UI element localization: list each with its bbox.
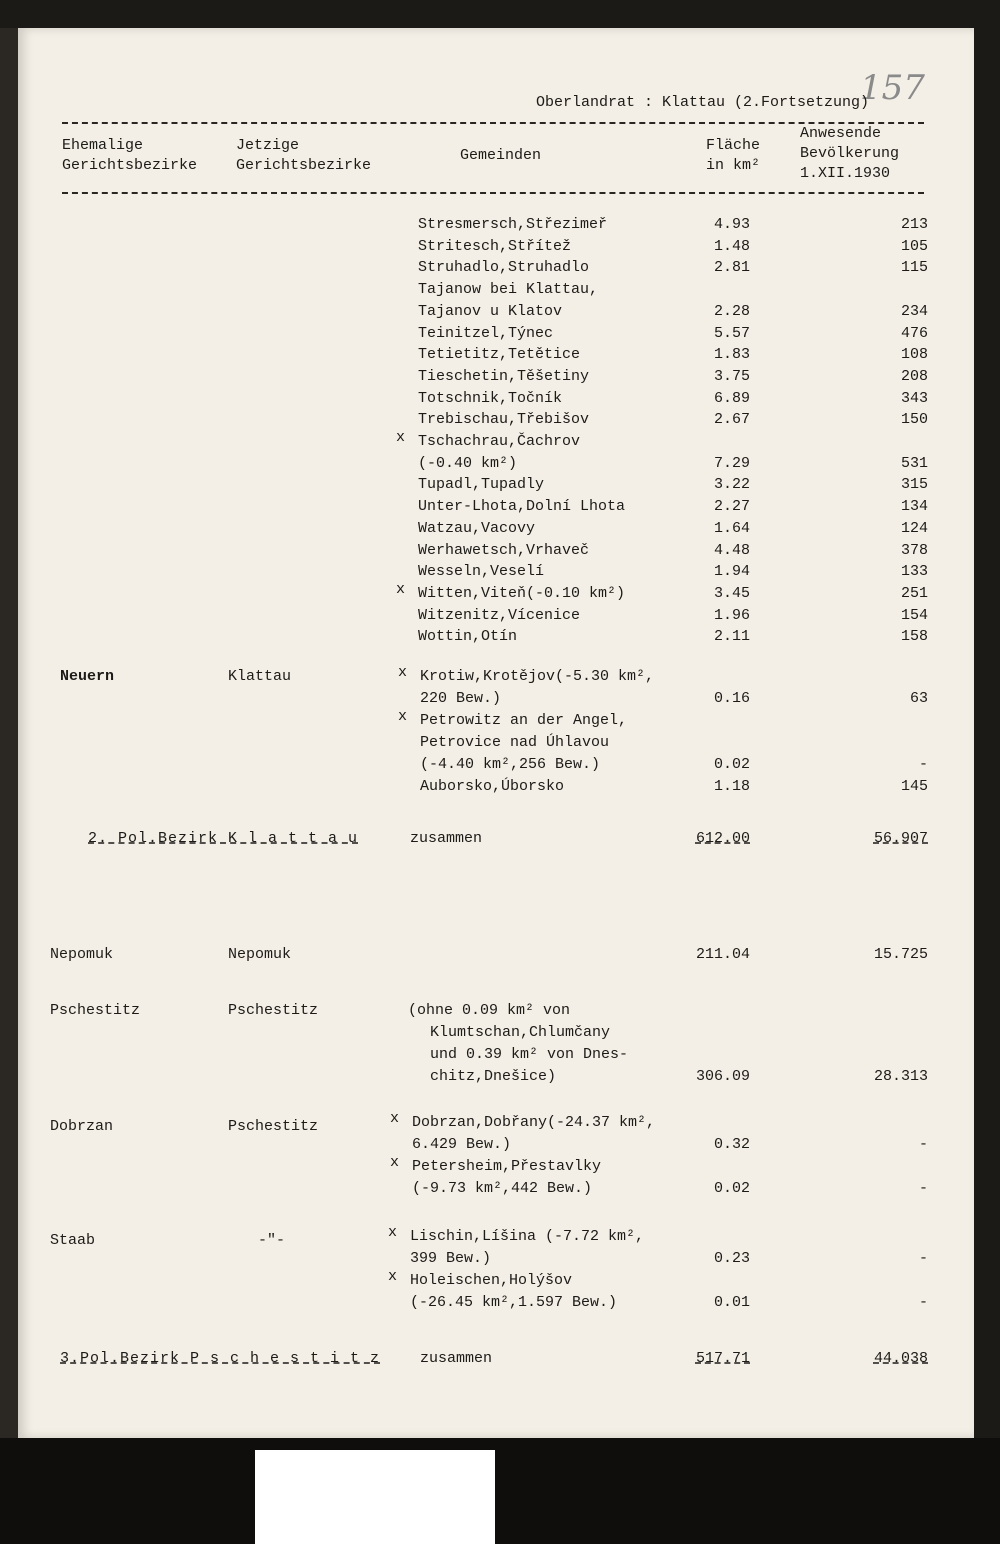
cross-mark: x [388, 1224, 398, 1241]
area-value: 5.57 [713, 324, 750, 342]
municipality-name: Petrovice nad Úhlavou [420, 734, 610, 751]
municipality-name: Holeischen,Holýšov [410, 1272, 573, 1289]
municipality-name: Dobrzan,Dobřany(-24.37 km², [412, 1114, 656, 1131]
population-value: 315 [900, 476, 928, 494]
rule-top [62, 122, 924, 124]
area-value: 2.27 [713, 498, 750, 516]
former-district-staab: Staab [50, 1232, 96, 1249]
area-value: 1.83 [713, 346, 750, 364]
area-value: 6.89 [713, 389, 750, 407]
population-value: - [918, 756, 928, 773]
cross-mark: x [398, 664, 408, 681]
municipality-name: Tajanov u Klatov [418, 302, 563, 320]
municipality-name: Krotiw,Krotějov(-5.30 km², [420, 668, 655, 685]
municipality-name: Lischin,Líšina (-7.72 km², [410, 1228, 645, 1245]
area-value: 0.02 [713, 1180, 750, 1197]
pschestitz-note-1: (ohne 0.09 km² von [408, 1002, 571, 1019]
col-municipalities: Gemeinden [460, 147, 542, 164]
former-district-nepomuk: Nepomuk [50, 946, 114, 963]
area-value: 3.75 [713, 367, 750, 385]
municipality-name: Petersheim,Přestavlky [412, 1158, 602, 1175]
population-value: 63 [909, 690, 928, 707]
population-value: 108 [900, 346, 928, 364]
population-value: 476 [900, 324, 928, 342]
municipality-name: (-9.73 km²,442 Bew.) [412, 1180, 593, 1197]
pschestitz-population: 28.313 [873, 1068, 928, 1085]
population-value: 150 [900, 411, 928, 429]
total-pschestitz-label: 3.Pol.Bezirk P s c h e s t i t z [60, 1350, 381, 1367]
population-value: - [918, 1294, 928, 1311]
area-value: 1.64 [713, 519, 750, 537]
population-value: 531 [900, 454, 928, 472]
population-value: 134 [900, 498, 928, 516]
municipality-name: Petrowitz an der Angel, [420, 712, 628, 729]
area-value: 0.16 [713, 690, 750, 707]
current-district-nepomuk: Nepomuk [228, 946, 292, 963]
pschestitz-area: 306.09 [695, 1068, 750, 1085]
total-klattau-population: 56.907 [873, 830, 928, 847]
municipality-name: 6.429 Bew.) [412, 1136, 512, 1153]
total-klattau-label: 2. Pol.Bezirk K l a t t a u [88, 830, 359, 847]
population-value: 378 [900, 541, 928, 559]
col-population: Anwesende Bevölkerung 1.XII.1930 [800, 125, 900, 182]
cross-mark: x [396, 580, 406, 598]
municipality-name: Stritesch,Střítež [418, 237, 572, 255]
population-value: 145 [900, 778, 928, 795]
page-header: Oberlandrat : Klattau (2.Fortsetzung) [536, 94, 870, 111]
municipality-name: Stresmersch,Střezimeř [418, 216, 608, 233]
area-value: 1.48 [713, 237, 750, 255]
municipality-name: Witzenitz,Vícenice [418, 606, 581, 624]
area-value: 1.94 [713, 563, 750, 581]
population-value: 213 [900, 216, 928, 233]
population-value: - [918, 1250, 928, 1267]
current-district-pschestitz: Pschestitz [228, 1002, 319, 1019]
municipality-name: Unter-Lhota,Dolní Lhota [418, 498, 626, 516]
municipality-name: Tetietitz,Tetětice [418, 346, 581, 364]
total-pschestitz-area: 517.71 [695, 1350, 750, 1367]
cross-mark: x [398, 708, 408, 725]
municipality-name: Tupadl,Tupadly [418, 476, 545, 494]
municipality-name: Watzau,Vacovy [418, 519, 536, 537]
col-current: Jetzige Gerichtsbezirke [236, 137, 372, 174]
cross-mark: x [396, 429, 406, 446]
former-district-neuern: Neuern [60, 668, 115, 685]
municipality-name: Tschachrau,Čachrov [418, 433, 581, 450]
municipality-name: Struhadlo,Struhadlo [418, 259, 590, 277]
area-value: 4.93 [713, 216, 750, 233]
document-page [18, 28, 974, 1438]
municipality-name: Teinitzel,Týnec [418, 324, 554, 342]
area-value: 0.23 [713, 1250, 750, 1267]
area-value: 1.96 [713, 606, 750, 624]
area-value: 4.48 [713, 541, 750, 559]
area-value: 3.45 [713, 584, 750, 602]
municipality-name: Wesseln,Veselí [418, 563, 545, 581]
municipality-name: Auborsko,Úborsko [420, 778, 565, 795]
scan-background [0, 1438, 1000, 1544]
former-district-dobrzan: Dobrzan [50, 1118, 114, 1135]
municipality-name: Witten,Viteň(-0.10 km²) [418, 584, 626, 602]
cross-mark: x [390, 1110, 400, 1127]
current-district-dobrzan: Pschestitz [228, 1118, 319, 1135]
area-value: 2.81 [713, 259, 750, 277]
cross-mark: x [388, 1268, 398, 1285]
population-value: - [918, 1136, 928, 1153]
rule-header-bottom [62, 192, 924, 194]
municipality-name: Wottin,Otín [418, 628, 518, 646]
municipality-name: Tajanow bei Klattau, [418, 281, 599, 299]
pschestitz-note-3: und 0.39 km² von Dnes- [430, 1046, 629, 1063]
pschestitz-note-2: Klumtschan,Chlumčany [430, 1024, 611, 1041]
pschestitz-note-4: chitz,Dnešice) [430, 1068, 557, 1085]
nepomuk-area: 211.04 [695, 946, 750, 963]
cross-mark: x [390, 1154, 400, 1171]
area-value: 2.67 [713, 411, 750, 429]
area-value: 0.01 [713, 1294, 750, 1311]
population-value: 124 [900, 519, 928, 537]
municipality-name: Totschnik,Točník [418, 389, 563, 407]
former-district-pschestitz: Pschestitz [50, 1002, 141, 1019]
municipality-name: (-0.40 km²) [418, 454, 518, 472]
municipality-name: (-26.45 km²,1.597 Bew.) [410, 1294, 618, 1311]
area-value: 3.22 [713, 476, 750, 494]
area-value: 7.29 [713, 454, 750, 472]
population-value: 343 [900, 389, 928, 407]
col-former: Ehemalige Gerichtsbezirke [62, 137, 198, 174]
population-value: 251 [900, 584, 928, 602]
calibration-card [255, 1450, 495, 1544]
municipality-name: 399 Bew.) [410, 1250, 492, 1267]
area-value: 0.02 [713, 756, 750, 773]
area-value: 2.11 [713, 628, 750, 646]
municipality-name: 220 Bew.) [420, 690, 502, 707]
total-pschestitz-population: 44.038 [873, 1350, 928, 1367]
population-value: 158 [900, 628, 928, 646]
population-value: 115 [900, 259, 928, 277]
population-value: 234 [900, 302, 928, 320]
municipality-name: (-4.40 km²,256 Bew.) [420, 756, 601, 773]
current-district-klattau: Klattau [228, 668, 292, 685]
col-area: Fläche in km² [706, 137, 761, 174]
area-value: 1.18 [713, 778, 750, 795]
page-number: 157 [860, 68, 925, 108]
current-district-staab: -"- [258, 1232, 286, 1249]
municipality-name: Werhawetsch,Vrhaveč [418, 541, 590, 559]
area-value: 0.32 [713, 1136, 750, 1153]
municipality-name: Trebischau,Třebišov [418, 411, 590, 429]
municipality-name: Tieschetin,Těšetiny [418, 367, 590, 385]
total-klattau-word: zusammen [410, 830, 483, 847]
area-value: 2.28 [713, 302, 750, 320]
population-value: 208 [900, 367, 928, 385]
population-value: - [918, 1180, 928, 1197]
nepomuk-population: 15.725 [873, 946, 928, 963]
total-pschestitz-word: zusammen [420, 1350, 493, 1367]
population-value: 154 [900, 606, 928, 624]
population-value: 105 [900, 237, 928, 255]
total-klattau-area: 612.00 [695, 830, 750, 847]
population-value: 133 [900, 563, 928, 581]
